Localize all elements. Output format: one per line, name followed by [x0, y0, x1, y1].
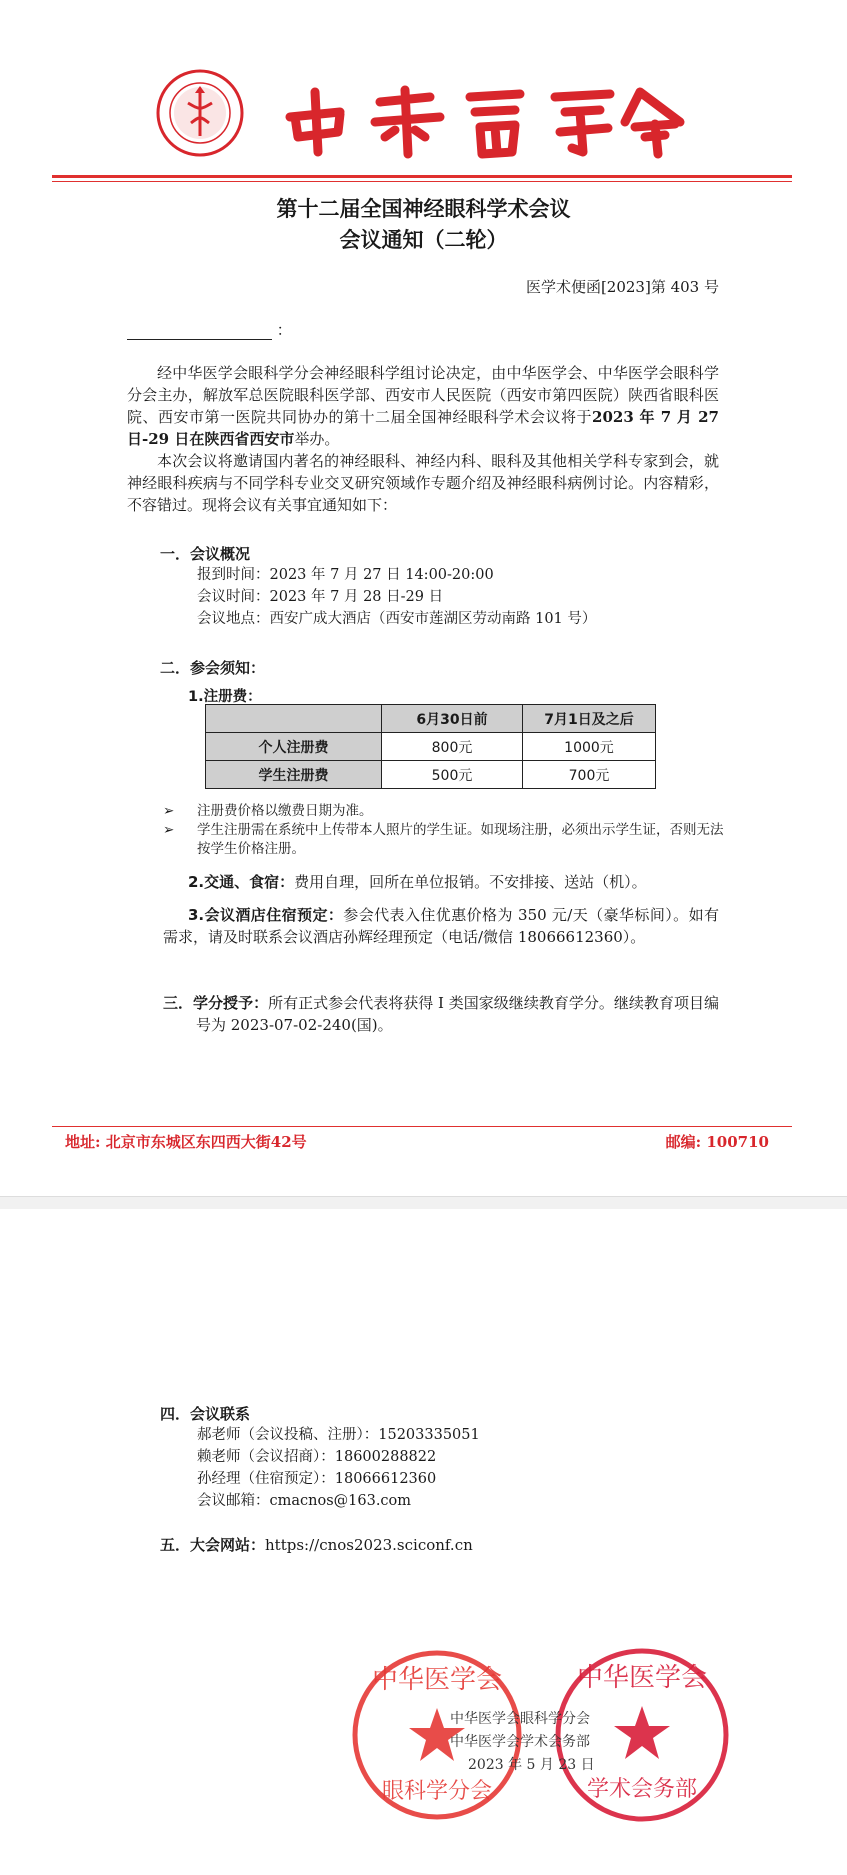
cma-calligraphy-logo — [280, 82, 690, 162]
bullet-item: ➢ 学生注册需在系统中上传带本人照片的学生证。如现场注册，必须出示学生证，否则无法按学生价格注册。 — [163, 822, 724, 857]
salutation — [127, 319, 292, 340]
website-line: 五．大会网站：https://cnos2023.sciconf.cn — [160, 1536, 473, 1554]
seal1-top-text: 中华医学会 — [371, 1665, 503, 1695]
recipient-blank-line — [127, 323, 272, 340]
meeting-date-location: 2023 年 7 月 27 日-29 日在陕西省西安市 — [127, 408, 719, 448]
page-separator — [0, 1196, 847, 1209]
salutation-colon: ： — [276, 321, 292, 339]
signature-org-1: 中华医学会眼科学分会 — [450, 1711, 590, 1727]
hotel-item: 3.会议酒店住宿预定：参会代表入住优惠价格为 350 元/天（豪华标间）。如有需求，请及时联系会议酒店孙辉经理预定（电话/微信 18066612360）。 — [163, 906, 719, 946]
transport-item: 2.交通、食宿：费用自理，回所在单位报销。不安排接、送站（机）。 — [188, 873, 647, 891]
fee-student-early: 500元 — [382, 761, 523, 789]
fee-label: 1.注册费： — [188, 689, 262, 705]
table-corner — [206, 705, 382, 733]
arrow-bullet-icon: ➢ — [163, 822, 175, 838]
fee-student-late: 700元 — [523, 761, 656, 789]
contact-accommodation: 孙经理（住宿预定）：18066612360 — [197, 1471, 437, 1487]
notice-subtitle: 会议通知（二轮） — [339, 228, 508, 252]
seal2-top-text: 中华医学会 — [576, 1663, 708, 1693]
footer-postcode: 邮编: 100710 — [665, 1133, 769, 1151]
arrow-bullet-icon: ➢ — [163, 803, 175, 819]
meeting-time: 会议时间：2023 年 7 月 28 日-29 日 — [197, 589, 444, 605]
credit-section: 三．学分授予：所有正式参会代表将获得 I 类国家级继续教育学分。继续教育项目编号为 2023-07-02-240(国)。 — [163, 994, 719, 1034]
checkin-time: 报到时间：2023 年 7 月 27 日 14:00-20:00 — [197, 567, 494, 583]
footer-rule — [52, 1126, 792, 1127]
signature-org-2: 中华医学会学术会务部 — [450, 1734, 590, 1750]
intro-paragraph-2: 本次会议将邀请国内著名的神经眼科、神经内科、眼科及其他相关学科专家到会，就神经眼科疾病与不同学科专业交叉研究领域作专题介绍及神经眼科病例讨论。内容精彩，不容错过。现将会议有关事宜通知如下： — [127, 452, 719, 514]
table-header-after: 7月1日及之后 — [523, 705, 656, 733]
fee-individual-early: 800元 — [382, 733, 523, 761]
letterhead-rule-thick — [52, 175, 792, 178]
document-number: 医学术便函[2023]第 403 号 — [525, 278, 719, 296]
contact-sponsorship: 赖老师（会议招商）：18600288822 — [197, 1449, 437, 1465]
seal1-bottom-text: 眼科学分会 — [381, 1779, 493, 1804]
fee-individual-late: 1000元 — [523, 733, 656, 761]
signature-date: 2023 年 5 月 23 日 — [468, 1757, 595, 1773]
notice-title: 第十二届全国神经眼科学术会议 — [276, 197, 571, 221]
intro-paragraph-1: 经中华医学会眼科学分会神经眼科学组讨论决定，由中华医学会、中华医学会眼科学分会主办，解放军总医院眼科医学部、西安市人民医院（西安市第四医院）陕西省眼科医院、西安市第一医院共同协办的第十二届全国神经眼科学术会议将于2023 年 7 月 27 日-29 日在陕西省西安市举办。 — [127, 364, 719, 448]
letterhead-rule-thin — [52, 181, 792, 182]
registration-fee-table — [205, 704, 656, 789]
website-link[interactable]: https://cnos2023.sciconf.cn — [265, 1536, 473, 1554]
contact-email: 会议邮箱：cmacnos@163.com — [197, 1493, 412, 1509]
row-label-student: 学生注册费 — [206, 761, 382, 789]
row-label-individual: 个人注册费 — [206, 733, 382, 761]
contact-submission: 郝老师（会议投稿、注册）：15203335051 — [197, 1427, 480, 1443]
section1-heading: 一．会议概况 — [160, 545, 251, 563]
footer-address: 地址: 北京市东城区东四西大街42号 — [65, 1133, 307, 1151]
section2-heading: 二．参会须知： — [160, 659, 266, 677]
cma-logo-seal — [155, 68, 245, 158]
seal2-bottom-text: 学术会务部 — [586, 1777, 698, 1802]
meeting-venue: 会议地点：西安广成大酒店（西安市莲湖区劳动南路 101 号） — [197, 611, 597, 627]
bullet-item: ➢ 注册费价格以缴费日期为准。 — [163, 803, 373, 819]
table-header-before: 6月30日前 — [382, 705, 523, 733]
section4-heading: 四．会议联系 — [160, 1405, 251, 1423]
